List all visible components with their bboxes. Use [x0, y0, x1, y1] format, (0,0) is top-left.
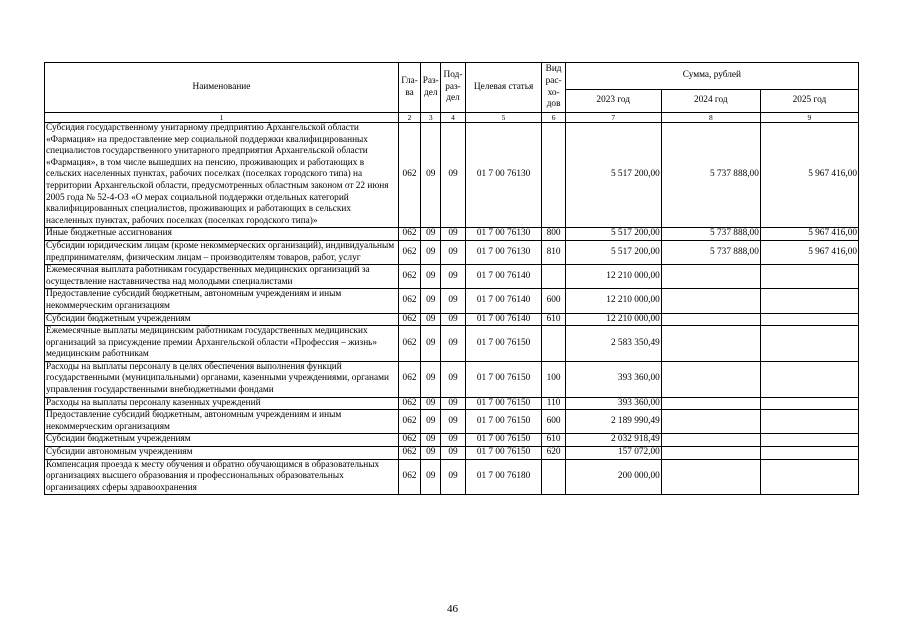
row-name: Субсидии бюджетным учреждениям: [45, 434, 399, 447]
row-glava: 062: [398, 123, 420, 228]
column-number: 1: [45, 113, 399, 123]
row-vid: 610: [542, 313, 565, 326]
row-glava: 062: [398, 289, 420, 313]
row-target: 01 7 00 76150: [465, 397, 542, 410]
row-vid: [542, 459, 565, 495]
column-number: 5: [465, 113, 542, 123]
row-podrazdel: 09: [441, 228, 465, 241]
row-target: 01 7 00 76150: [465, 447, 542, 460]
row-podrazdel: 09: [441, 361, 465, 397]
row-target: 01 7 00 76130: [465, 228, 542, 241]
row-sum-2025: [760, 434, 858, 447]
row-sum-2025: [760, 410, 858, 434]
row-vid: 100: [542, 361, 565, 397]
row-podrazdel: 09: [441, 459, 465, 495]
header-razdel: Раз-дел: [421, 63, 441, 113]
row-sum-2023: 2 189 990,49: [565, 410, 661, 434]
row-name: Ежемесячная выплата работникам государственных медицинских организаций за осуществление наставничества над молодыми специалистами: [45, 265, 399, 289]
column-number: 7: [565, 113, 661, 123]
table-row: [45, 313, 859, 326]
header-2023: 2023 год: [565, 90, 661, 113]
row-razdel: 09: [421, 410, 441, 434]
row-glava: 062: [398, 361, 420, 397]
row-sum-2025: [760, 289, 858, 313]
table-row: [45, 361, 859, 397]
row-sum-2023: 2 032 918,49: [565, 434, 661, 447]
row-name: Иные бюджетные ассигнования: [45, 228, 399, 241]
row-glava: 062: [398, 447, 420, 460]
row-sum-2025: [760, 326, 858, 362]
row-name: Расходы на выплаты персоналу казенных учреждений: [45, 397, 399, 410]
row-podrazdel: 09: [441, 410, 465, 434]
row-sum-2024: 5 737 888,00: [661, 123, 760, 228]
row-sum-2023: 5 517 200,00: [565, 228, 661, 241]
row-sum-2023: 5 517 200,00: [565, 123, 661, 228]
row-glava: 062: [398, 434, 420, 447]
row-podrazdel: 09: [441, 397, 465, 410]
table-row: [45, 397, 859, 410]
table-row: [45, 123, 859, 228]
row-razdel: 09: [421, 361, 441, 397]
row-glava: 062: [398, 313, 420, 326]
table-row: [45, 289, 859, 313]
row-sum-2024: [661, 434, 760, 447]
row-target: 01 7 00 76150: [465, 410, 542, 434]
row-podrazdel: 09: [441, 447, 465, 460]
header-target: Целевая статья: [465, 63, 542, 113]
column-number: 2: [398, 113, 420, 123]
row-razdel: 09: [421, 313, 441, 326]
row-vid: [542, 326, 565, 362]
header-name: Наименование: [45, 63, 399, 113]
row-name: Субсидии юридическим лицам (кроме некоммерческих организаций), индивидуальным предпринимателям, физическим лицам – производителям товаров, работ, услуг: [45, 240, 399, 264]
row-vid: 600: [542, 289, 565, 313]
header-podrazdel: Под-раз-дел: [441, 63, 465, 113]
row-sum-2024: 5 737 888,00: [661, 240, 760, 264]
row-razdel: 09: [421, 265, 441, 289]
row-sum-2023: 2 583 350,49: [565, 326, 661, 362]
row-sum-2024: [661, 326, 760, 362]
row-razdel: 09: [421, 447, 441, 460]
row-name: Субсидия государственному унитарному предприятию Архангельской области «Фармация» на предоставление мер социальной поддержки квалифицированных специалистов государственного унитарного предприятия Архангельской области «Фармация», в том числе вышедших на пенсию, проживающих и работающих в сельских населенных пунктах, рабочих поселках (поселках городского типа) на территории Архангельской области, предусмотренных областным законом от 22 июня 2005 года № 52-4-ОЗ «О мерах социальной поддержки отдельных категорий квалифицированных специалистов, проживающих и работающих в сельских населенных пунктах, рабочих поселках (поселках городского типа)»: [45, 123, 399, 228]
row-name: Субсидии бюджетным учреждениям: [45, 313, 399, 326]
row-sum-2023: 157 072,00: [565, 447, 661, 460]
table-row: [45, 240, 859, 264]
row-target: 01 7 00 76150: [465, 361, 542, 397]
budget-table: [44, 62, 859, 495]
row-sum-2025: [760, 397, 858, 410]
header-vid: Вид рас-хо-дов: [542, 63, 565, 113]
row-razdel: 09: [421, 228, 441, 241]
row-sum-2025: [760, 459, 858, 495]
row-sum-2025: [760, 447, 858, 460]
row-name: Субсидии автономным учреждениям: [45, 447, 399, 460]
table-row: [45, 410, 859, 434]
row-sum-2024: 5 737 888,00: [661, 228, 760, 241]
row-vid: 110: [542, 397, 565, 410]
row-razdel: 09: [421, 240, 441, 264]
row-sum-2023: 12 210 000,00: [565, 289, 661, 313]
row-target: 01 7 00 76150: [465, 326, 542, 362]
row-podrazdel: 09: [441, 289, 465, 313]
row-podrazdel: 09: [441, 313, 465, 326]
row-vid: 600: [542, 410, 565, 434]
row-sum-2023: 12 210 000,00: [565, 313, 661, 326]
row-sum-2023: 393 360,00: [565, 361, 661, 397]
row-vid: 810: [542, 240, 565, 264]
table-row: [45, 447, 859, 460]
row-target: 01 7 00 76130: [465, 123, 542, 228]
column-number: 3: [421, 113, 441, 123]
page-number: 46: [447, 603, 458, 615]
table-row: [45, 228, 859, 241]
column-number: 9: [760, 113, 858, 123]
row-target: 01 7 00 76130: [465, 240, 542, 264]
column-number-row: [45, 113, 859, 123]
row-name: Предоставление субсидий бюджетным, автономным учреждениям и иным некоммерческим организациям: [45, 289, 399, 313]
row-sum-2025: [760, 265, 858, 289]
header-sum: Сумма, рублей: [565, 63, 858, 90]
row-name: Компенсация проезда к месту обучения и обратно обучающимся в образовательных организациях высшего образования и профессиональных образовательных организациях сферы здравоохранения: [45, 459, 399, 495]
row-name: Предоставление субсидий бюджетным, автономным учреждениям и иным некоммерческим организациям: [45, 410, 399, 434]
row-sum-2023: 393 360,00: [565, 397, 661, 410]
row-sum-2025: 5 967 416,00: [760, 123, 858, 228]
row-name: Ежемесячные выплаты медицинским работникам государственных медицинских организаций за присуждение премии Архангельской области «Профессия – жизнь» медицинским работникам: [45, 326, 399, 362]
header-2024: 2024 год: [661, 90, 760, 113]
row-name: Расходы на выплаты персоналу в целях обеспечения выполнения функций государственными (муниципальными) органами, казенными учреждениями, органами управления государственными внебюджетными фондами: [45, 361, 399, 397]
row-sum-2024: [661, 313, 760, 326]
row-sum-2024: [661, 410, 760, 434]
row-glava: 062: [398, 397, 420, 410]
table-row: [45, 265, 859, 289]
row-razdel: 09: [421, 289, 441, 313]
row-sum-2023: 5 517 200,00: [565, 240, 661, 264]
column-number: 8: [661, 113, 760, 123]
row-glava: 062: [398, 240, 420, 264]
row-vid: [542, 265, 565, 289]
row-target: 01 7 00 76150: [465, 434, 542, 447]
row-podrazdel: 09: [441, 240, 465, 264]
row-razdel: 09: [421, 123, 441, 228]
header-2025: 2025 год: [760, 90, 858, 113]
row-razdel: 09: [421, 459, 441, 495]
row-target: 01 7 00 76180: [465, 459, 542, 495]
row-podrazdel: 09: [441, 123, 465, 228]
row-glava: 062: [398, 410, 420, 434]
table-body: [45, 123, 859, 495]
row-sum-2024: [661, 265, 760, 289]
row-sum-2024: [661, 447, 760, 460]
row-target: 01 7 00 76140: [465, 289, 542, 313]
table-row: [45, 434, 859, 447]
header-glava: Гла-ва: [398, 63, 420, 113]
row-sum-2025: 5 967 416,00: [760, 240, 858, 264]
row-sum-2024: [661, 459, 760, 495]
row-sum-2023: 12 210 000,00: [565, 265, 661, 289]
row-sum-2025: [760, 361, 858, 397]
row-vid: 800: [542, 228, 565, 241]
table-row: [45, 459, 859, 495]
row-podrazdel: 09: [441, 434, 465, 447]
row-sum-2025: 5 967 416,00: [760, 228, 858, 241]
row-glava: 062: [398, 326, 420, 362]
table-row: [45, 326, 859, 362]
row-vid: 620: [542, 447, 565, 460]
row-podrazdel: 09: [441, 326, 465, 362]
row-target: 01 7 00 76140: [465, 313, 542, 326]
row-glava: 062: [398, 459, 420, 495]
row-glava: 062: [398, 265, 420, 289]
row-sum-2024: [661, 397, 760, 410]
row-sum-2024: [661, 361, 760, 397]
column-number: 4: [441, 113, 465, 123]
row-razdel: 09: [421, 397, 441, 410]
row-vid: [542, 123, 565, 228]
row-razdel: 09: [421, 434, 441, 447]
row-glava: 062: [398, 228, 420, 241]
column-number: 6: [542, 113, 565, 123]
row-podrazdel: 09: [441, 265, 465, 289]
row-target: 01 7 00 76140: [465, 265, 542, 289]
row-sum-2023: 200 000,00: [565, 459, 661, 495]
row-sum-2025: [760, 313, 858, 326]
row-razdel: 09: [421, 326, 441, 362]
row-vid: 610: [542, 434, 565, 447]
row-sum-2024: [661, 289, 760, 313]
